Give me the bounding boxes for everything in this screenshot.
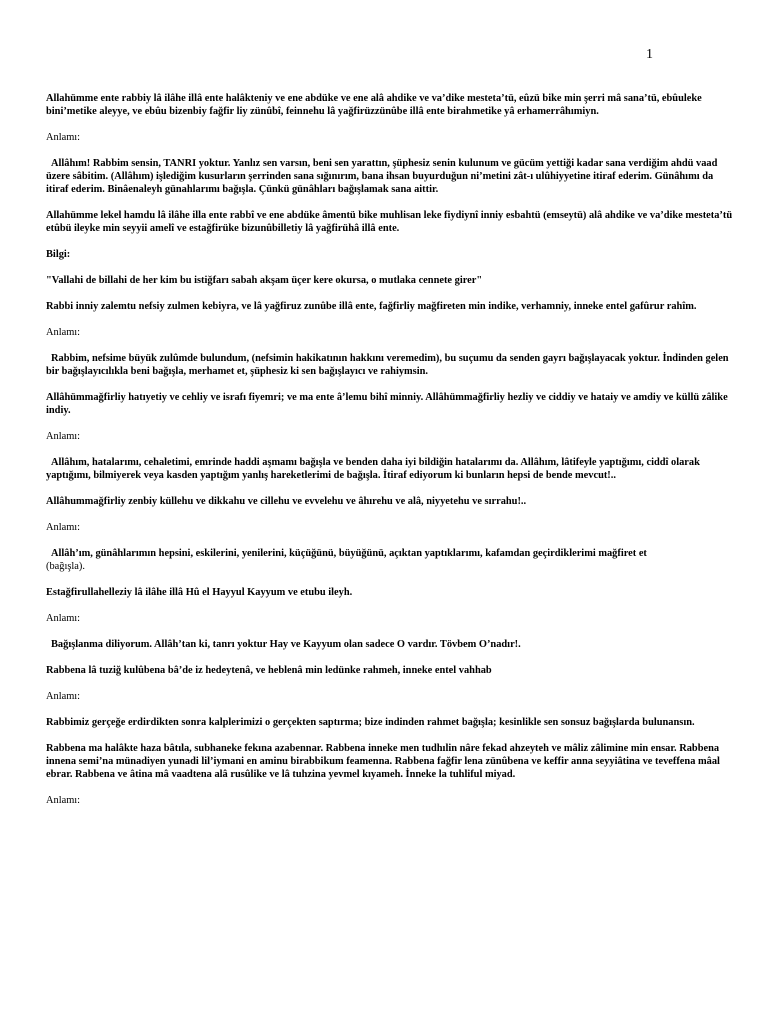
translation-paragraph bbox=[46, 547, 738, 573]
paragraph-text: Allahümme lekel hamdu lâ ilâhe illa ente rabbî ve ene abdüke âmentü bike muhlisan leke fiydiynî inniy esbahtü (emseytü) alâ ahdike ve va’dike mesteta’tü etûbü ileyke min seyyii amelî ve estağfirüke bizunûbilletiy lâ yağfirühâ illâ ente. bbox=[46, 210, 733, 234]
paragraph-text: Anlamı: bbox=[46, 431, 81, 442]
paragraph-text: Bağışlanma diliyorum. Allâh’tan ki, tanrı yoktur Hay ve Kayyum olan sadece O vardır. Tövbem O’nadır!. bbox=[51, 639, 521, 650]
paragraph-text: Allâhım! Rabbim sensin, TANRI yoktur. Yanlız sen varsın, beni sen yarattın, şüphesiz senin kulunum ve gücüm yettiği kadar sana verdiğim ahdü vaad üzere sâbitim. (Allâhım) işlediğim kusurların şerrinden sana sığınırım, bana ihsan buyurduğun ni’metini zât-ı ulûhiyyetine itiraf ederim. Günâhımı da itiraf ederim. Binâenaleyh günahlarımı bağışla. Çünkü günâhları bağışlamak sana aittir. bbox=[46, 158, 718, 195]
prayer-paragraph bbox=[46, 664, 738, 677]
paragraph-text: Anlamı: bbox=[46, 613, 81, 624]
document-body bbox=[46, 92, 738, 807]
paragraph-text: Anlamı: bbox=[46, 795, 81, 806]
translation-paragraph bbox=[46, 157, 738, 196]
prayer-paragraph bbox=[46, 391, 738, 417]
paragraph-text: Rabbena ma halâkte haza bâtıla, subhaneke fekına azabennar. Rabbena inneke men tudhılin nâre fekad ahzeyteh ve mâliz zâlimine min ensar. Rabbena innena semi’na münadiyen yunadi lil’iymani en aminu birabbikum feamenna. Rabbena fağfir lena zünûbena ve keffir anna seyyiâtina ve teveffena mâal ebrar. Rabbena ve âtina mâ vaadtena alâ rusûlike ve lâ tuhzina yevmel kıyameh. İnneke la tuhliful miyad. bbox=[46, 743, 720, 780]
meaning-label bbox=[46, 794, 738, 807]
translation-paragraph bbox=[46, 638, 738, 651]
paragraph-text: Anlamı: bbox=[46, 522, 81, 533]
page-number: 1 bbox=[646, 47, 653, 62]
prayer-paragraph bbox=[46, 248, 738, 261]
meaning-label bbox=[46, 430, 738, 443]
translation-paragraph bbox=[46, 352, 738, 378]
paragraph-text: Allahümme ente rabbiy lâ ilâhe illâ ente halâkteniy ve ene abdüke ve ene alâ ahdike ve va’dike mesteta’tü, eûzü bike min şerri mâ sana’tü, ebûuleke bini’metike aleyye, ve ebûu bizenbiy fağfir liy zünûbî, feinnehu lâ yağfirüzzünûbe illâ ente birahmetike yâ erhamerrâhımiyn. bbox=[46, 93, 702, 117]
meaning-label bbox=[46, 521, 738, 534]
paragraph-text: Rabbena lâ tuziğ kulûbena bâ’de iz hedeytenâ, ve heblenâ min ledünke rahmeh, inneke entel vahhab bbox=[46, 665, 492, 676]
paragraph-text: Estağfirullahelleziy lâ ilâhe illâ Hû el Hayyul Kayyum ve etubu ileyh. bbox=[46, 587, 353, 598]
paragraph-tail: (bağışla). bbox=[46, 561, 85, 572]
paragraph-text: Rabbimiz gerçeğe erdirdikten sonra kalplerimizi o gerçekten saptırma; bize indinden rahmet bağışla; kesinlikle sen sonsuz bağışlarda bulunansın. bbox=[46, 717, 695, 728]
meaning-label bbox=[46, 131, 738, 144]
prayer-paragraph bbox=[46, 716, 738, 729]
meaning-label bbox=[46, 612, 738, 625]
paragraph-text: Anlamı: bbox=[46, 327, 81, 338]
paragraph-text: Anlamı: bbox=[46, 691, 81, 702]
prayer-paragraph bbox=[46, 209, 738, 235]
paragraph-text: Bilgi: bbox=[46, 249, 71, 260]
meaning-label bbox=[46, 326, 738, 339]
prayer-paragraph bbox=[46, 92, 738, 118]
prayer-paragraph bbox=[46, 742, 738, 781]
prayer-paragraph bbox=[46, 274, 738, 287]
paragraph-text: Allâhummağfirliy zenbiy küllehu ve dikkahu ve cillehu ve evvelehu ve âhırehu ve alâ, niyyetehu ve sırrahu!.. bbox=[46, 496, 527, 507]
paragraph-text: Allâhümmağfirliy hatıyetiy ve cehliy ve israfı fiyemri; ve ma ente â’lemu bihî minniy. Allâhümmağfirliy hezliy ve ciddiy ve hataiy ve amdiy ve küllü zâlike indiy. bbox=[46, 392, 728, 416]
prayer-paragraph bbox=[46, 495, 738, 508]
meaning-label bbox=[46, 690, 738, 703]
paragraph-text: Rabbim, nefsime büyük zulûmde bulundum, (nefsimin hakikatının hakkını veremedim), bu suçumu da senden gayrı bağışlayacak yoktur. İndinden gelen bir bağışlayıcılıkla beni bağışla, merhamet et, şüphesiz ki sen bağışlayıcı ve rahiymsin. bbox=[46, 353, 729, 377]
paragraph-text: "Vallahi de billahi de her kim bu istiğfarı sabah akşam üçer kere okursa, o mutlaka cennete girer" bbox=[46, 275, 483, 286]
paragraph-text: Allâhım, hatalarımı, cehaletimi, emrinde haddi aşmamı bağışla ve benden daha iyi bildiğin hatalarımı da. Allâhım, lâtifeyle yaptığımı, ciddî olarak yaptığımı, bilmiyerek veya kasden yaptığım yanlış hareketlerimi de bağışla. İtiraf ediyorum ki bunların hepsi de bende mevcut!.. bbox=[46, 457, 700, 481]
prayer-paragraph bbox=[46, 586, 738, 599]
translation-paragraph bbox=[46, 456, 738, 482]
paragraph-text: Rabbi inniy zalemtu nefsiy zulmen kebiyra, ve lâ yağfiruz zunûbe illâ ente, fağfirliy mağfireten min indike, verhamniy, inneke entel gafûrur rahîm. bbox=[46, 301, 697, 312]
paragraph-text: Allâh’ım, günâhlarımın hepsini, eskilerini, yenilerini, küçüğünü, büyüğünü, açıktan yaptıklarımı, kafamdan geçirdiklerimi mağfiret et bbox=[51, 548, 647, 559]
prayer-paragraph bbox=[46, 300, 738, 313]
paragraph-text: Anlamı: bbox=[46, 132, 81, 143]
